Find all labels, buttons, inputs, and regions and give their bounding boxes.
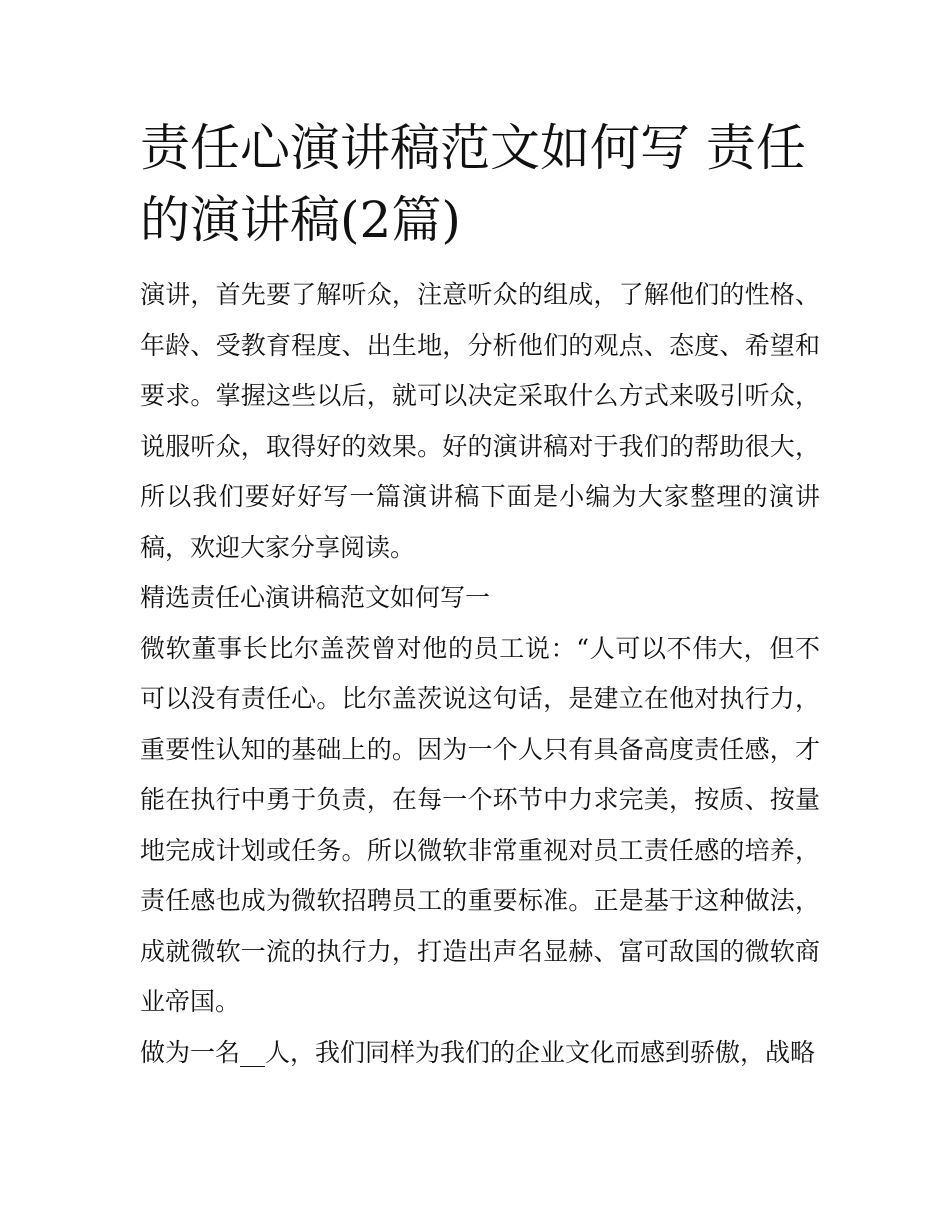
intro-paragraph: 演讲，首先要了解听众，注意听众的组成，了解他们的性格、年龄、受教育程度、出生地，分析他们的观点、态度、希望和要求。掌握这些以后，就可以决定采取什么方式来吸引听众，说服听众，取得好的效果。好的演讲稿对于我们的帮助很大，所以我们要好好写一篇演讲稿下面是小编为大家整理的演讲稿，欢迎大家分享阅读。 [140,280,820,562]
body-paragraph-continued: 做为一名__人，我们同样为我们的企业文化而感到骄傲，战略 [140,1037,816,1067]
body-paragraph: 微软董事长比尔盖茨曾对他的员工说：“人可以不伟大，但不可以没有责任心。比尔盖茨说这句话，是建立在他对执行力，重要性认知的基础上的。因为一个人只有具备高度责任感，才能在执行中勇于负责，在每一个环节中力求完美，按质、按量地完成计划或任务。所以微软非常重视对员工责任感的培养，责任感也成为微软招聘员工的重要标准。正是基于这种做法，成就微软一流的执行力，打造出声名显赫、富可敌国的微软商业帝国。 [140,633,820,1016]
document-page [140,112,820,1078]
section-heading: 精选责任心演讲稿范文如何写一 [140,583,491,612]
document-title: 责任心演讲稿范文如何写 责任的演讲稿(2篇) [140,119,806,249]
